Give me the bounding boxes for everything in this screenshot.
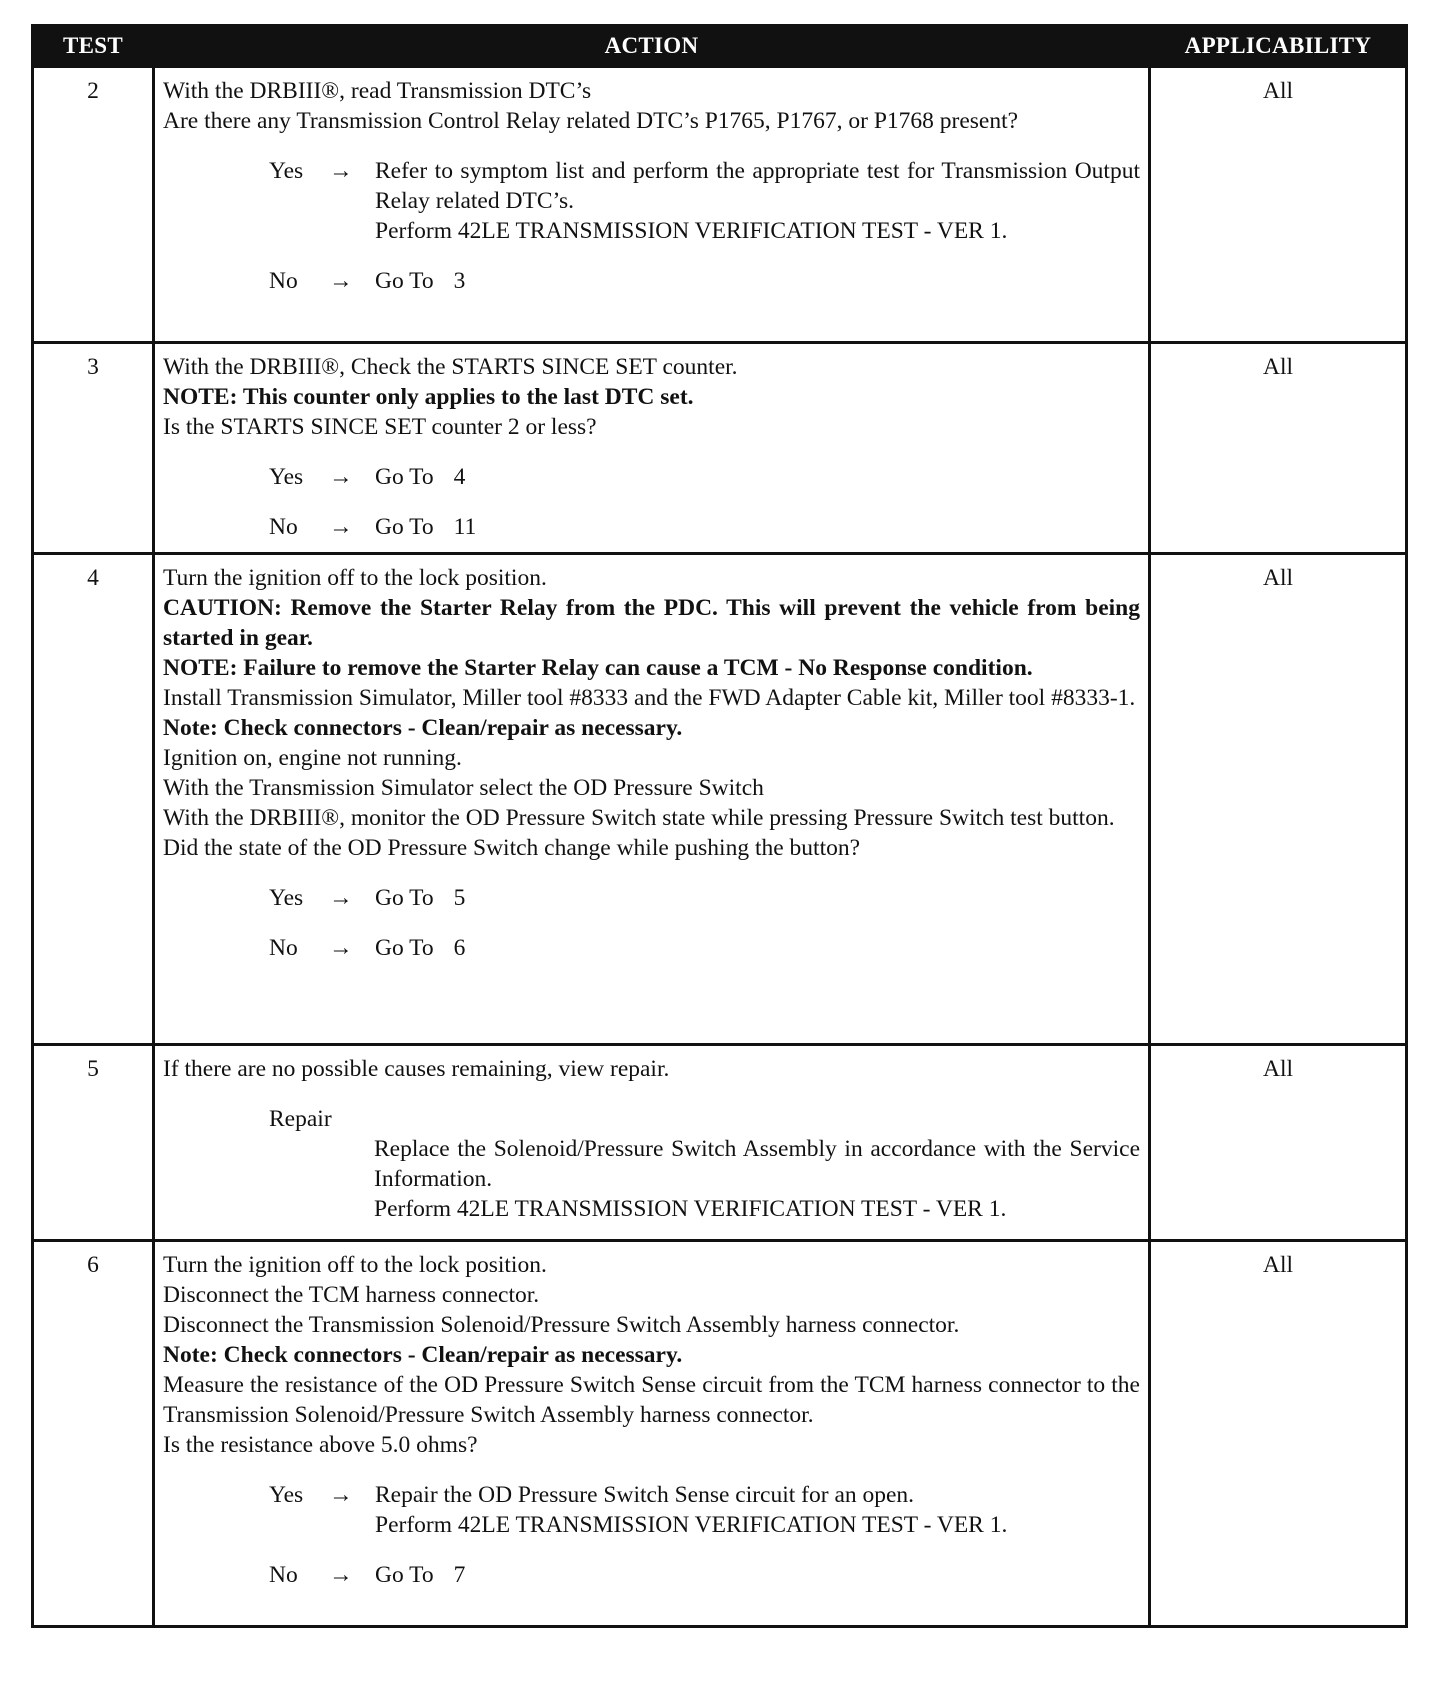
header-applicability: APPLICABILITY	[1150, 26, 1407, 67]
no-branch	[269, 1560, 1140, 1590]
table-header-row	[33, 26, 1407, 67]
header-action: ACTION	[154, 26, 1150, 67]
note-text: NOTE: Failure to remove the Starter Relay can cause a TCM - No Response condition.	[163, 655, 1033, 681]
test-row-2	[33, 67, 1407, 343]
test-table	[31, 24, 1408, 1628]
header-test: TEST	[33, 26, 154, 67]
goto-label: Go To	[375, 1562, 434, 1588]
repair-text: Replace the Solenoid/Pressure Switch Assembly in accordance with the Service Information.	[374, 1136, 1140, 1192]
action-line: With the DRBIII®, read Transmission DTC’s	[163, 78, 592, 104]
action-line: Did the state of the OD Pressure Switch change while pushing the button?	[163, 835, 861, 861]
goto-label: Go To	[375, 935, 434, 961]
test-row-6	[33, 1241, 1407, 1627]
yes-branch	[269, 883, 1140, 913]
action-line: If there are no possible causes remaining, view repair.	[163, 1056, 670, 1082]
test-number: 4	[33, 554, 154, 1045]
arrow-icon: →	[329, 158, 353, 184]
action-line: Is the STARTS SINCE SET counter 2 or less?	[163, 414, 597, 440]
goto-step: 5	[453, 885, 466, 911]
action-line: Disconnect the Transmission Solenoid/Pressure Switch Assembly harness connector.	[163, 1312, 960, 1338]
diagnostic-test-table	[31, 24, 1405, 1628]
no-branch	[269, 512, 1140, 542]
yes-label: Yes	[269, 158, 304, 184]
applicability-value: All	[1150, 67, 1407, 343]
no-label: No	[269, 268, 298, 294]
test-number: 3	[33, 343, 154, 554]
test-row-4	[33, 554, 1407, 1045]
action-line: Turn the ignition off to the lock position.	[163, 1252, 547, 1278]
verification-text: Perform 42LE TRANSMISSION VERIFICATION TEST - VER 1.	[374, 1196, 1007, 1222]
yes-branch	[269, 1480, 1140, 1540]
action-line: Is the resistance above 5.0 ohms?	[163, 1432, 478, 1458]
arrow-icon: →	[329, 1482, 353, 1508]
arrow-icon: →	[329, 885, 353, 911]
note-text: Note: Check connectors - Clean/repair as necessary.	[163, 715, 683, 741]
yes-text: Refer to symptom list and perform the appropriate test for Transmission Output Relay related DTC’s.	[375, 158, 1140, 214]
test-number: 6	[33, 1241, 154, 1627]
action-line: With the DRBIII®, Check the STARTS SINCE SET counter.	[163, 354, 738, 380]
action-line: With the Transmission Simulator select the OD Pressure Switch	[163, 775, 764, 801]
yes-branch	[269, 462, 1140, 492]
yes-label: Yes	[269, 885, 304, 911]
goto-step: 3	[453, 268, 466, 294]
repair-label: Repair	[269, 1106, 332, 1132]
yes-label: Yes	[269, 464, 304, 490]
goto-label: Go To	[375, 514, 434, 540]
applicability-value: All	[1150, 1045, 1407, 1241]
action-line: Turn the ignition off to the lock position.	[163, 565, 547, 591]
verification-text: Perform 42LE TRANSMISSION VERIFICATION TEST - VER 1.	[375, 1512, 1008, 1538]
action-line: Measure the resistance of the OD Pressure Switch Sense circuit from the TCM harness connector to the Transmission Solenoid/Pressure Switch Assembly harness connector.	[163, 1372, 1140, 1428]
action-cell	[154, 1241, 1150, 1627]
test-number: 5	[33, 1045, 154, 1241]
action-line: Disconnect the TCM harness connector.	[163, 1282, 540, 1308]
arrow-icon: →	[329, 1562, 353, 1588]
goto-step: 7	[453, 1562, 466, 1588]
goto-label: Go To	[375, 885, 434, 911]
note-text: Note: Check connectors - Clean/repair as necessary.	[163, 1342, 683, 1368]
verification-text: Perform 42LE TRANSMISSION VERIFICATION TEST - VER 1.	[375, 218, 1008, 244]
yes-text: Repair the OD Pressure Switch Sense circuit for an open.	[375, 1482, 915, 1508]
action-line: Are there any Transmission Control Relay related DTC’s P1765, P1767, or P1768 present?	[163, 108, 1019, 134]
test-row-5	[33, 1045, 1407, 1241]
no-label: No	[269, 935, 298, 961]
arrow-icon: →	[329, 464, 353, 490]
action-line: Install Transmission Simulator, Miller tool #8333 and the FWD Adapter Cable kit, Miller tool #8333-1.	[163, 685, 1136, 711]
yes-label: Yes	[269, 1482, 304, 1508]
note-text: NOTE: This counter only applies to the last DTC set.	[163, 384, 694, 410]
action-cell	[154, 554, 1150, 1045]
arrow-icon: →	[329, 268, 353, 294]
goto-step: 4	[453, 464, 466, 490]
no-label: No	[269, 1562, 298, 1588]
yes-branch	[269, 156, 1140, 246]
no-label: No	[269, 514, 298, 540]
action-line: With the DRBIII®, monitor the OD Pressure Switch state while pressing Pressure Switch test button.	[163, 805, 1115, 831]
arrow-icon: →	[329, 514, 353, 540]
test-number: 2	[33, 67, 154, 343]
no-branch	[269, 933, 1140, 963]
test-row-3	[33, 343, 1407, 554]
action-cell	[154, 1045, 1150, 1241]
applicability-value: All	[1150, 554, 1407, 1045]
goto-label: Go To	[375, 268, 434, 294]
caution-text: CAUTION: Remove the Starter Relay from the PDC. This will prevent the vehicle from being started in gear.	[163, 595, 1140, 651]
applicability-value: All	[1150, 343, 1407, 554]
no-branch	[269, 266, 1140, 296]
action-cell	[154, 343, 1150, 554]
arrow-icon: →	[329, 935, 353, 961]
goto-step: 6	[453, 935, 466, 961]
action-cell	[154, 67, 1150, 343]
goto-label: Go To	[375, 464, 434, 490]
action-line: Ignition on, engine not running.	[163, 745, 462, 771]
goto-step: 11	[453, 514, 477, 540]
applicability-value: All	[1150, 1241, 1407, 1627]
